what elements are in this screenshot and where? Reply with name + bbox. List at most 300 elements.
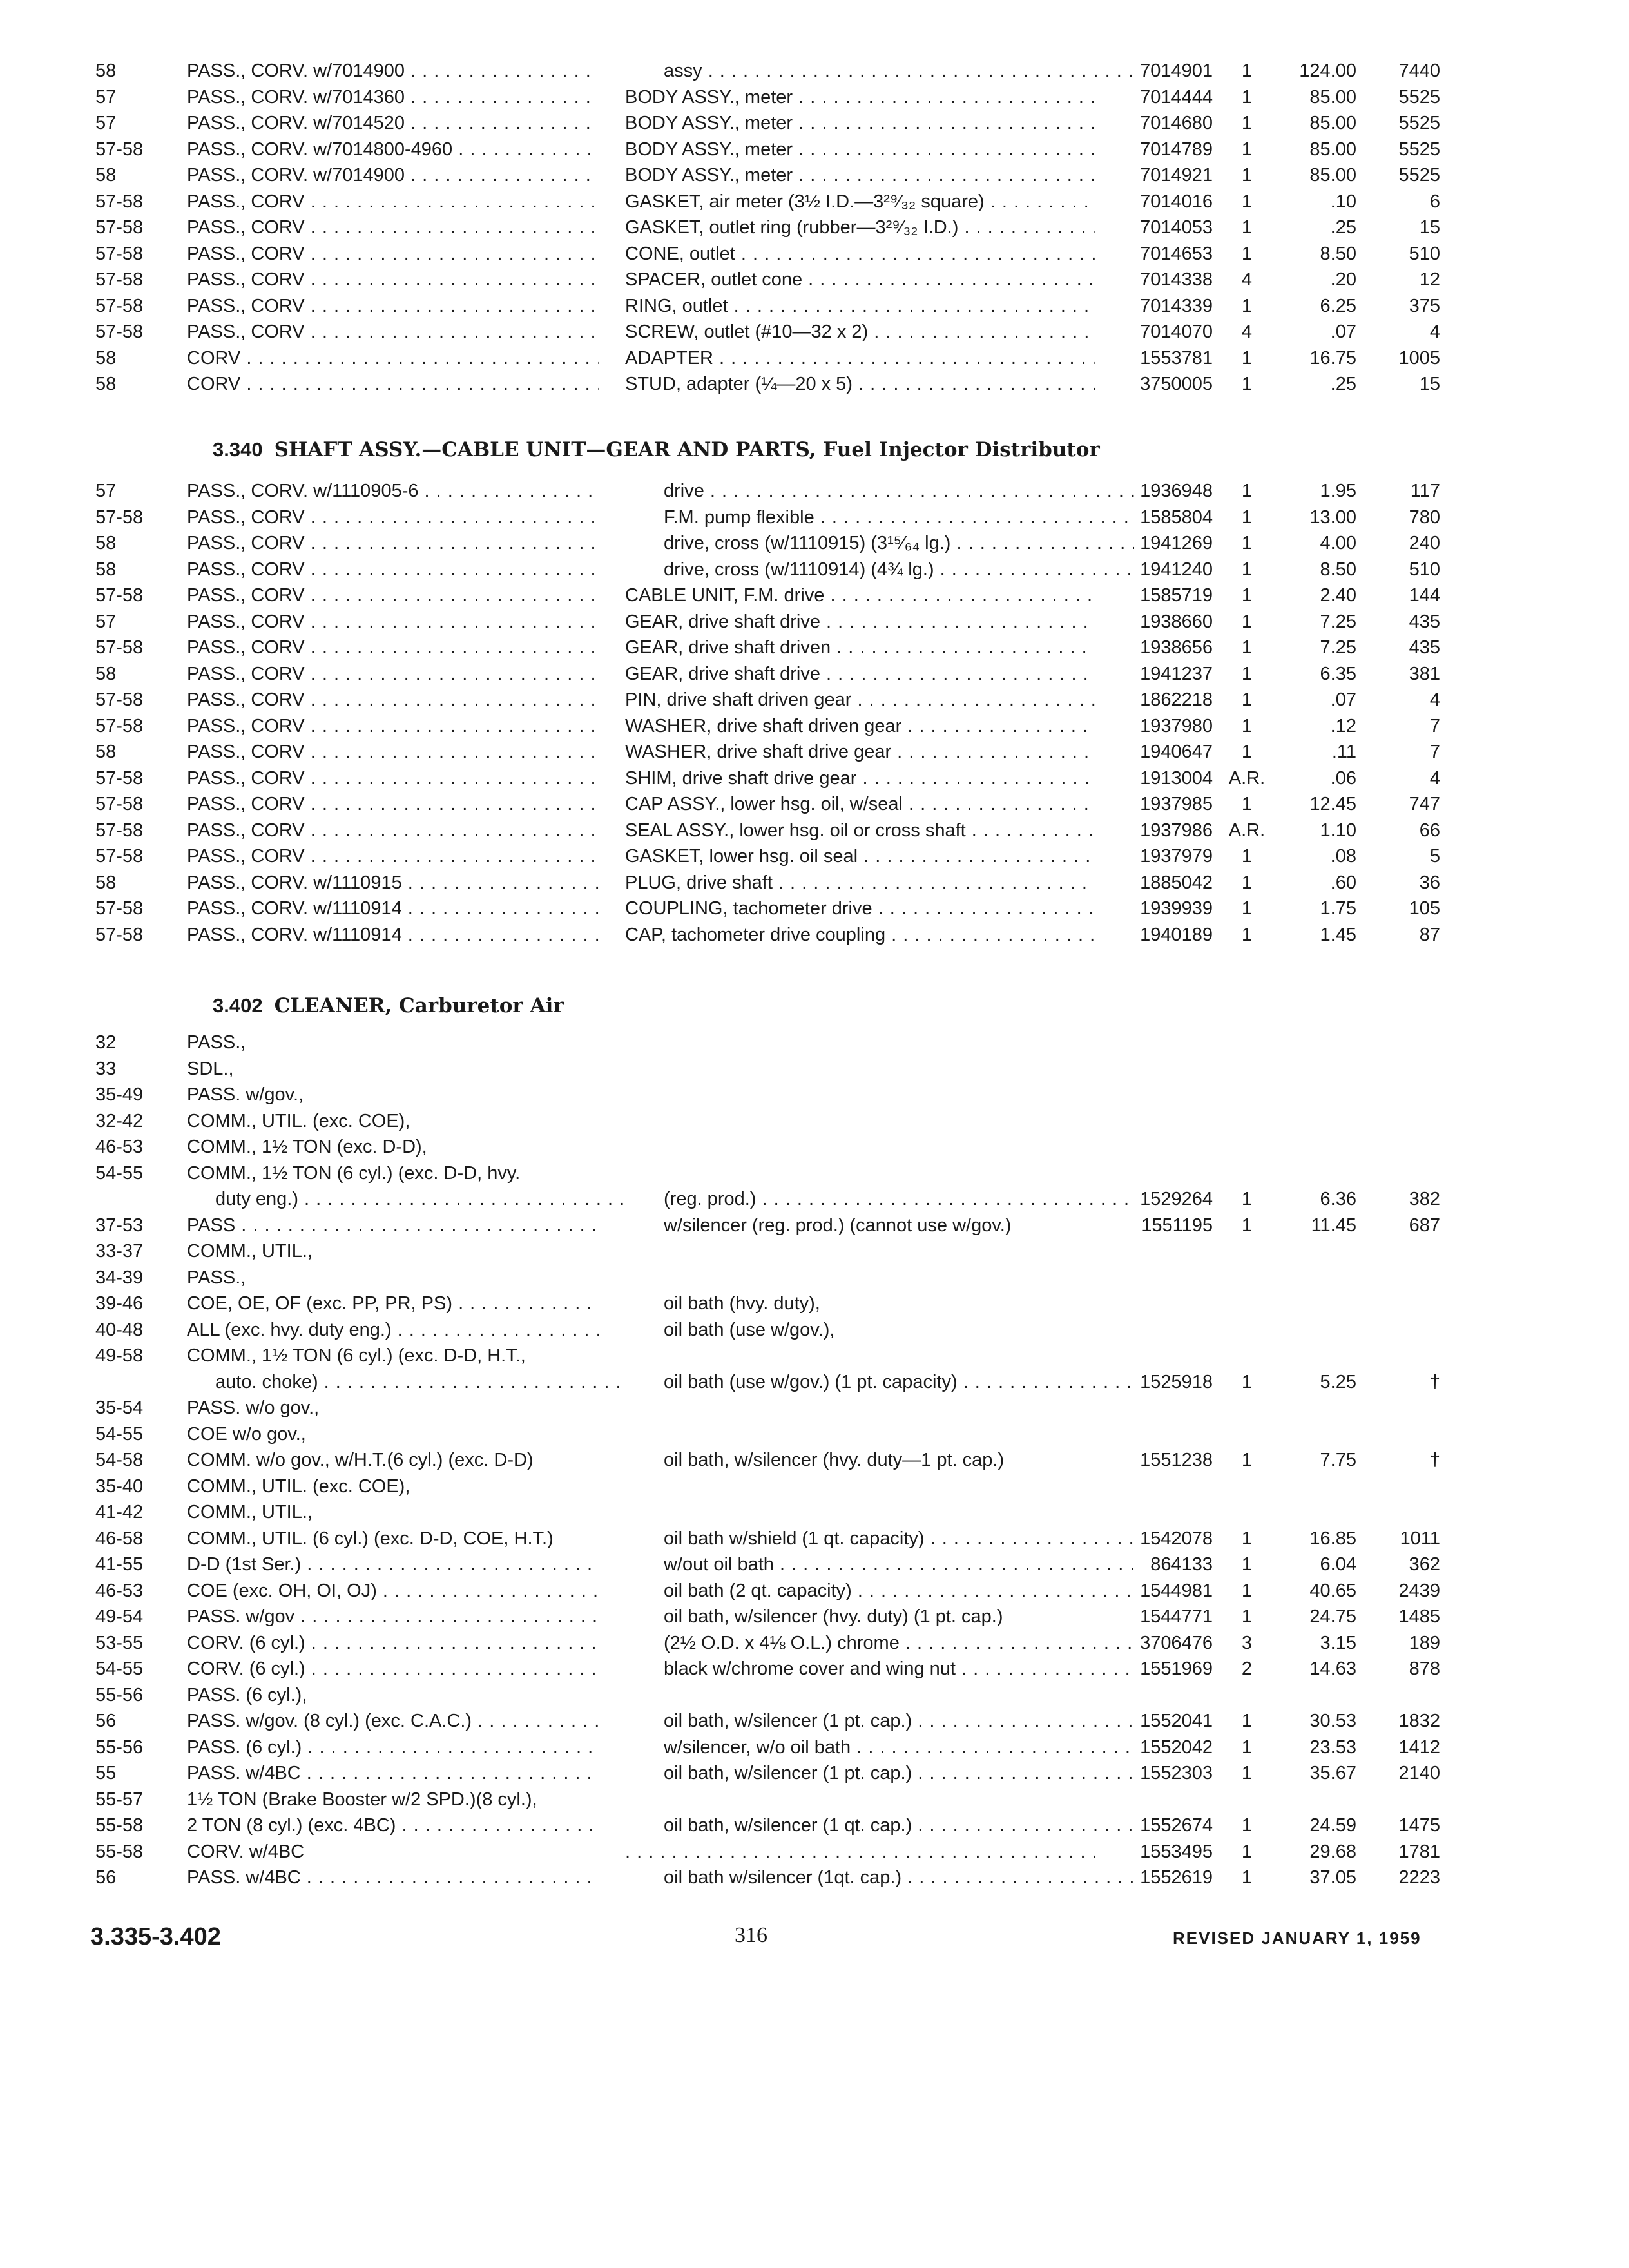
parts-row xyxy=(0,1812,1629,1839)
model-year: 58 xyxy=(95,165,117,186)
quantity: 1 xyxy=(1241,846,1253,867)
list-price: 35.67 xyxy=(1309,1763,1356,1783)
parts-row xyxy=(0,505,1629,531)
model-application: PASS., CORV . . . xyxy=(187,687,599,713)
parts-row xyxy=(0,818,1629,844)
model-year: 57-58 xyxy=(95,898,144,919)
model-application: COMM., UTIL. (exc. COE), xyxy=(187,1110,410,1131)
list-price: 16.85 xyxy=(1309,1528,1356,1549)
part-number: 7014053 xyxy=(1140,217,1213,238)
part-description: SEAL ASSY., lower hsg. oil or cross shaft . . . xyxy=(625,818,1095,844)
model-application: COMM., UTIL., xyxy=(187,1502,313,1523)
model-year: 57 xyxy=(95,611,117,632)
price-code: 4 xyxy=(1429,689,1440,710)
part-description: COUPLING, tachometer drive . . . xyxy=(625,896,1095,922)
model-year: 53-55 xyxy=(95,1632,144,1653)
part-description: w/out oil bath . . . xyxy=(625,1552,1134,1578)
model-year: 35-49 xyxy=(95,1084,144,1105)
price-code: 66 xyxy=(1419,820,1440,841)
part-description: BODY ASSY., meter . . . xyxy=(625,84,1095,111)
model-application: PASS. w/gov . . . xyxy=(187,1604,599,1630)
part-description: SHIM, drive shaft drive gear . . . xyxy=(625,765,1095,792)
list-price: 24.59 xyxy=(1309,1815,1356,1836)
model-year: 33 xyxy=(95,1058,117,1079)
part-description: oil bath (2 qt. capacity) . . . xyxy=(625,1578,1134,1604)
model-year: 57 xyxy=(95,86,117,108)
price-code: 4 xyxy=(1429,322,1440,342)
part-description: GASKET, outlet ring (rubber—3²⁹⁄₃₂ I.D.) . . . xyxy=(625,215,1095,241)
model-year: 57-58 xyxy=(95,269,144,290)
price-code: 2223 xyxy=(1398,1867,1440,1888)
part-number: 1938656 xyxy=(1140,637,1213,658)
model-year: 57-58 xyxy=(95,637,144,658)
parts-row xyxy=(0,713,1629,740)
model-application: PASS., CORV . . . xyxy=(187,267,599,293)
parts-row xyxy=(0,1604,1629,1630)
model-year: 56 xyxy=(95,1867,117,1888)
price-code: 6 xyxy=(1429,191,1440,212)
price-code: 435 xyxy=(1409,611,1440,632)
parts-row xyxy=(0,84,1629,111)
list-price: 5.25 xyxy=(1320,1371,1356,1392)
model-year: 40-48 xyxy=(95,1319,144,1340)
model-application: PASS., xyxy=(187,1267,246,1288)
parts-row xyxy=(0,1082,1629,1108)
price-code: 87 xyxy=(1419,924,1440,945)
model-year: 58 xyxy=(95,559,117,580)
model-application: duty eng.) . . . xyxy=(187,1186,628,1213)
part-description xyxy=(625,1839,1095,1865)
list-price: .11 xyxy=(1331,742,1356,762)
model-application: CORV. (6 cyl.) . . . xyxy=(187,1656,599,1682)
part-number: 1939939 xyxy=(1140,898,1213,919)
model-year: 54-55 xyxy=(95,1162,144,1184)
parts-row xyxy=(0,1839,1629,1865)
price-code: † xyxy=(1429,1450,1440,1470)
list-price: 6.04 xyxy=(1320,1554,1356,1575)
list-price: 2.40 xyxy=(1320,585,1356,606)
part-number: 1941240 xyxy=(1140,559,1213,580)
part-description: oil bath, w/silencer (1 pt. cap.) . . . xyxy=(625,1708,1134,1735)
page-footer xyxy=(0,1923,1629,1956)
part-description: oil bath (hvy. duty), xyxy=(664,1293,820,1314)
model-application: 2 TON (8 cyl.) (exc. 4BC) . . . xyxy=(187,1812,599,1839)
part-number: 7014921 xyxy=(1140,165,1213,186)
model-year: 54-55 xyxy=(95,1423,144,1445)
page-number: 316 xyxy=(735,1923,767,1947)
parts-row xyxy=(0,1656,1629,1682)
part-number: 7014338 xyxy=(1140,269,1213,290)
quantity: 1 xyxy=(1241,898,1253,919)
quantity: 1 xyxy=(1241,1528,1253,1549)
price-code: 1475 xyxy=(1398,1815,1440,1836)
price-code: 5525 xyxy=(1398,165,1440,186)
part-description: WASHER, drive shaft drive gear . . . xyxy=(625,739,1095,765)
parts-row xyxy=(0,319,1629,345)
parts-row xyxy=(0,1421,1629,1448)
list-price: .10 xyxy=(1330,191,1356,212)
quantity: 1 xyxy=(1241,61,1253,81)
model-application: PASS. w/4BC . . . xyxy=(187,1760,599,1787)
list-price: 85.00 xyxy=(1309,139,1356,160)
model-year: 57-58 xyxy=(95,243,144,264)
price-code: 1011 xyxy=(1400,1528,1440,1549)
part-number: 1937979 xyxy=(1140,846,1213,867)
parts-row xyxy=(0,843,1629,870)
price-code: 144 xyxy=(1409,585,1440,606)
quantity: 3 xyxy=(1241,1632,1253,1653)
model-application: COMM., UTIL., xyxy=(187,1241,313,1262)
quantity: 1 xyxy=(1241,1867,1253,1888)
model-year: 55-56 xyxy=(95,1684,144,1706)
list-price: 8.50 xyxy=(1320,243,1356,264)
model-application: PASS., CORV . . . xyxy=(187,661,599,687)
part-number: 1552619 xyxy=(1140,1867,1213,1888)
part-description: ADAPTER . . . xyxy=(625,345,1095,372)
model-application: PASS., CORV . . . xyxy=(187,843,599,870)
model-year: 54-58 xyxy=(95,1450,144,1470)
parts-row xyxy=(0,1186,1629,1213)
part-description: oil bath, w/silencer (1 pt. cap.) . . . xyxy=(625,1760,1134,1787)
part-number: 1940647 xyxy=(1140,742,1213,762)
list-price: 14.63 xyxy=(1309,1658,1356,1679)
model-application: CORV. (6 cyl.) . . . xyxy=(187,1630,599,1657)
part-description: drive, cross (w/1110915) (3¹⁵⁄₆₄ lg.) . . . xyxy=(625,530,1134,557)
price-code: 780 xyxy=(1409,506,1440,528)
quantity: 1 xyxy=(1241,506,1253,528)
parts-table-shaft-assy xyxy=(0,478,1629,948)
parts-row xyxy=(0,582,1629,609)
part-number: 7014680 xyxy=(1140,113,1213,133)
model-application: PASS., CORV . . . xyxy=(187,189,599,215)
part-description: PLUG, drive shaft . . . xyxy=(625,870,1095,896)
model-year: 57-58 xyxy=(95,924,144,945)
model-application: PASS., CORV . . . xyxy=(187,241,599,267)
part-number: 1544981 xyxy=(1140,1580,1213,1601)
parts-row xyxy=(0,765,1629,792)
model-year: 58 xyxy=(95,61,117,81)
parts-row xyxy=(0,1552,1629,1578)
model-year: 39-46 xyxy=(95,1293,144,1314)
model-application: CORV . . . xyxy=(187,345,599,372)
part-description: WASHER, drive shaft driven gear . . . xyxy=(625,713,1095,740)
model-application: PASS., CORV. w/7014800-4960 . . . xyxy=(187,137,599,163)
price-code: 15 xyxy=(1419,374,1440,394)
part-number: 1551238 xyxy=(1140,1450,1213,1470)
parts-row xyxy=(0,162,1629,189)
list-price: 7.25 xyxy=(1320,611,1356,632)
quantity: 1 xyxy=(1241,663,1253,684)
quantity: 1 xyxy=(1241,481,1253,501)
model-application: PASS., CORV . . . xyxy=(187,582,599,609)
price-code: 510 xyxy=(1409,559,1440,580)
part-number: 1937980 xyxy=(1140,715,1213,736)
part-description: w/silencer, w/o oil bath . . . xyxy=(625,1735,1134,1761)
model-year: 58 xyxy=(95,533,117,553)
model-year: 58 xyxy=(95,663,117,684)
part-number: 1938660 xyxy=(1140,611,1213,632)
model-year: 49-58 xyxy=(95,1345,144,1366)
price-code: 747 xyxy=(1409,794,1440,814)
quantity: 1 xyxy=(1241,1815,1253,1836)
model-year: 58 xyxy=(95,374,117,394)
part-number: 7014653 xyxy=(1140,243,1213,264)
section-heading-3-402 xyxy=(213,994,564,1017)
model-year: 46-58 xyxy=(95,1528,144,1549)
model-year: 58 xyxy=(95,347,117,369)
part-number: 7014789 xyxy=(1140,139,1213,160)
part-description: RING, outlet . . . xyxy=(625,293,1095,320)
quantity: 4 xyxy=(1241,322,1253,342)
price-code: 1832 xyxy=(1398,1711,1440,1731)
parts-row xyxy=(0,1787,1629,1813)
quantity: 1 xyxy=(1241,689,1253,710)
part-description: BODY ASSY., meter . . . xyxy=(625,110,1095,137)
parts-row xyxy=(0,1343,1629,1369)
price-code: 362 xyxy=(1409,1554,1440,1575)
model-application: PASS., CORV. w/7014900 . . . xyxy=(187,162,599,189)
quantity: 1 xyxy=(1241,742,1253,762)
parts-row xyxy=(0,1213,1629,1239)
part-description: black w/chrome cover and wing nut . . . xyxy=(625,1656,1134,1682)
model-year: 57 xyxy=(95,113,117,133)
model-application: PASS., CORV. w/7014520 . . . xyxy=(187,110,599,137)
part-description: (2½ O.D. x 4⅛ O.L.) chrome . . . xyxy=(625,1630,1134,1657)
list-price: 6.25 xyxy=(1320,295,1356,316)
price-code: 878 xyxy=(1409,1658,1440,1679)
price-code: 7 xyxy=(1429,742,1440,762)
model-application: COE, OE, OF (exc. PP, PR, PS) . . . xyxy=(187,1291,599,1317)
price-code: 375 xyxy=(1409,295,1440,316)
part-description: SCREW, outlet (#10—32 x 2) . . . xyxy=(625,319,1095,345)
model-application: PASS., CORV . . . xyxy=(187,635,599,661)
price-code: 5 xyxy=(1429,846,1440,867)
section-number: 3.402 xyxy=(213,994,263,1017)
model-year: 57-58 xyxy=(95,846,144,867)
model-application: COE (exc. OH, OI, OJ) . . . xyxy=(187,1578,599,1604)
list-price: 1.75 xyxy=(1320,898,1356,919)
revision-date: REVISED JANUARY 1, 1959 xyxy=(1173,1928,1422,1948)
quantity: 2 xyxy=(1241,1658,1253,1679)
part-number: 1941237 xyxy=(1140,663,1213,684)
model-application: PASS., CORV . . . xyxy=(187,293,599,320)
part-number: 1542078 xyxy=(1140,1528,1213,1549)
model-year: 55-58 xyxy=(95,1815,144,1836)
model-year: 57-58 xyxy=(95,139,144,160)
list-price: .20 xyxy=(1330,269,1356,290)
list-price: 7.75 xyxy=(1320,1450,1356,1470)
parts-row xyxy=(0,687,1629,713)
list-price: .25 xyxy=(1330,217,1356,238)
parts-row xyxy=(0,241,1629,267)
price-code: 5525 xyxy=(1398,86,1440,108)
model-year: 32-42 xyxy=(95,1110,144,1131)
quantity: 1 xyxy=(1241,113,1253,133)
price-code: 5525 xyxy=(1398,139,1440,160)
list-price: 24.75 xyxy=(1309,1606,1356,1627)
model-application: COMM., 1½ TON (exc. D-D), xyxy=(187,1137,427,1157)
model-application: PASS., CORV . . . xyxy=(187,557,599,583)
parts-row xyxy=(0,110,1629,137)
model-application: PASS., CORV. w/1110914 . . . xyxy=(187,896,599,922)
parts-row xyxy=(0,1317,1629,1343)
quantity: 1 xyxy=(1241,1580,1253,1601)
part-description: BODY ASSY., meter . . . xyxy=(625,137,1095,163)
part-number: 7014901 xyxy=(1140,61,1213,81)
price-code: 382 xyxy=(1409,1189,1440,1209)
part-description: F.M. pump flexible . . . xyxy=(625,505,1134,531)
parts-row xyxy=(0,1056,1629,1082)
part-number: 1941269 xyxy=(1140,533,1213,553)
model-year: 35-54 xyxy=(95,1398,144,1418)
quantity: 1 xyxy=(1241,1763,1253,1783)
model-application: PASS. (6 cyl.), xyxy=(187,1684,307,1706)
model-application: COMM., 1½ TON (6 cyl.) (exc. D-D, H.T., xyxy=(187,1345,526,1366)
quantity: 1 xyxy=(1241,559,1253,580)
price-code: 2140 xyxy=(1398,1763,1440,1783)
list-price: 12.45 xyxy=(1309,794,1356,814)
part-number: 1937986 xyxy=(1140,820,1213,841)
price-code: 240 xyxy=(1409,533,1440,553)
quantity: 1 xyxy=(1241,217,1253,238)
quantity: 1 xyxy=(1241,165,1253,186)
model-year: 55-56 xyxy=(95,1736,144,1758)
quantity: 1 xyxy=(1241,1554,1253,1575)
price-code: 189 xyxy=(1409,1632,1440,1653)
parts-row xyxy=(0,1238,1629,1265)
model-year: 37-53 xyxy=(95,1215,144,1236)
parts-row xyxy=(0,1760,1629,1787)
list-price: .08 xyxy=(1330,846,1356,867)
parts-row xyxy=(0,1447,1629,1474)
price-code: 36 xyxy=(1419,872,1440,893)
parts-row xyxy=(0,1865,1629,1891)
parts-row xyxy=(0,1499,1629,1526)
quantity: 1 xyxy=(1241,1711,1253,1731)
quantity: 1 xyxy=(1241,533,1253,553)
model-year: 35-40 xyxy=(95,1475,144,1497)
part-description: w/silencer (reg. prod.) (cannot use w/gov.) xyxy=(664,1215,1012,1236)
list-price: 85.00 xyxy=(1309,86,1356,108)
part-number: 3706476 xyxy=(1140,1632,1213,1653)
part-description: assy . . . xyxy=(625,58,1134,84)
parts-row xyxy=(0,267,1629,293)
part-description: oil bath, w/silencer (hvy. duty) (1 pt. cap.) xyxy=(664,1606,1003,1627)
part-number: 1553495 xyxy=(1140,1841,1213,1862)
part-description: BODY ASSY., meter . . . xyxy=(625,162,1095,189)
list-price: 13.00 xyxy=(1309,506,1356,528)
parts-table-meter xyxy=(0,58,1629,398)
list-price: .07 xyxy=(1330,322,1356,342)
model-year: 57-58 xyxy=(95,585,144,606)
model-year: 55 xyxy=(95,1763,117,1783)
quantity: 1 xyxy=(1241,374,1253,394)
model-year: 57-58 xyxy=(95,506,144,528)
part-number: 1529264 xyxy=(1140,1189,1213,1209)
model-year: 54-55 xyxy=(95,1658,144,1679)
price-code: 12 xyxy=(1419,269,1440,290)
list-price: 7.25 xyxy=(1320,637,1356,658)
part-description: oil bath (use w/gov.) (1 pt. capacity) . . . xyxy=(625,1369,1134,1396)
part-number: 7014016 xyxy=(1140,191,1213,212)
quantity: 1 xyxy=(1241,243,1253,264)
parts-row xyxy=(0,1735,1629,1761)
model-application: PASS., xyxy=(187,1032,246,1053)
parts-row xyxy=(0,371,1629,398)
parts-row xyxy=(0,58,1629,84)
model-application: COMM., UTIL. (exc. COE), xyxy=(187,1475,410,1497)
list-price: .06 xyxy=(1330,767,1356,789)
part-number: 1862218 xyxy=(1140,689,1213,710)
model-application: PASS., CORV . . . xyxy=(187,739,599,765)
quantity: A.R. xyxy=(1228,820,1266,841)
list-price: 124.00 xyxy=(1299,61,1356,81)
price-code: 1485 xyxy=(1398,1606,1440,1627)
part-description: CAP ASSY., lower hsg. oil, w/seal . . . xyxy=(625,791,1095,818)
parts-row xyxy=(0,1134,1629,1160)
parts-row xyxy=(0,215,1629,241)
part-number: 1936948 xyxy=(1140,481,1213,501)
list-price: 29.68 xyxy=(1309,1841,1356,1862)
parts-row xyxy=(0,1160,1629,1187)
parts-row xyxy=(0,1030,1629,1056)
parts-row xyxy=(0,1630,1629,1657)
part-number: 1913004 xyxy=(1140,767,1213,789)
model-year: 32 xyxy=(95,1032,117,1053)
part-description: SPACER, outlet cone . . . xyxy=(625,267,1095,293)
price-code: 1005 xyxy=(1398,347,1440,369)
price-code: 15 xyxy=(1419,217,1440,238)
model-year: 34-39 xyxy=(95,1267,144,1288)
model-year: 46-53 xyxy=(95,1137,144,1157)
model-application: PASS., CORV. w/1110914 . . . xyxy=(187,922,599,948)
model-year: 57 xyxy=(95,481,117,501)
model-application: PASS. (6 cyl.) . . . xyxy=(187,1735,599,1761)
part-number: 7014339 xyxy=(1140,295,1213,316)
list-price: .07 xyxy=(1330,689,1356,710)
quantity: 1 xyxy=(1241,191,1253,212)
model-application: COE w/o gov., xyxy=(187,1423,306,1445)
list-price: 23.53 xyxy=(1309,1736,1356,1758)
section-title: SHAFT ASSY.—CABLE UNIT—GEAR AND PARTS, Fuel Injector Distributor xyxy=(274,438,1100,461)
part-number: 1551195 xyxy=(1141,1215,1213,1236)
quantity: 1 xyxy=(1241,1736,1253,1758)
model-application: PASS., CORV . . . xyxy=(187,215,599,241)
quantity: 1 xyxy=(1241,86,1253,108)
price-code: 7 xyxy=(1429,715,1440,736)
model-application: PASS., CORV . . . xyxy=(187,609,599,635)
model-year: 49-54 xyxy=(95,1606,144,1627)
part-number: 1940189 xyxy=(1140,924,1213,945)
list-price: 1.45 xyxy=(1320,924,1356,945)
model-application: PASS., CORV . . . xyxy=(187,791,599,818)
model-application: CORV. w/4BC xyxy=(187,1841,305,1862)
parts-row xyxy=(0,922,1629,948)
quantity: 1 xyxy=(1241,585,1253,606)
model-application: ALL (exc. hvy. duty eng.) . . . xyxy=(187,1317,599,1343)
model-application: PASS . . . xyxy=(187,1213,599,1239)
model-application: auto. choke) . . . xyxy=(187,1369,628,1396)
quantity: 1 xyxy=(1241,611,1253,632)
part-description: oil bath w/silencer (1qt. cap.) . . . xyxy=(625,1865,1134,1891)
price-code: 687 xyxy=(1409,1215,1440,1236)
list-price: 4.00 xyxy=(1320,533,1356,553)
model-application: PASS., CORV . . . xyxy=(187,505,599,531)
part-number: 1551969 xyxy=(1140,1658,1213,1679)
quantity: 1 xyxy=(1241,139,1253,160)
model-year: 57-58 xyxy=(95,689,144,710)
parts-row xyxy=(0,189,1629,215)
